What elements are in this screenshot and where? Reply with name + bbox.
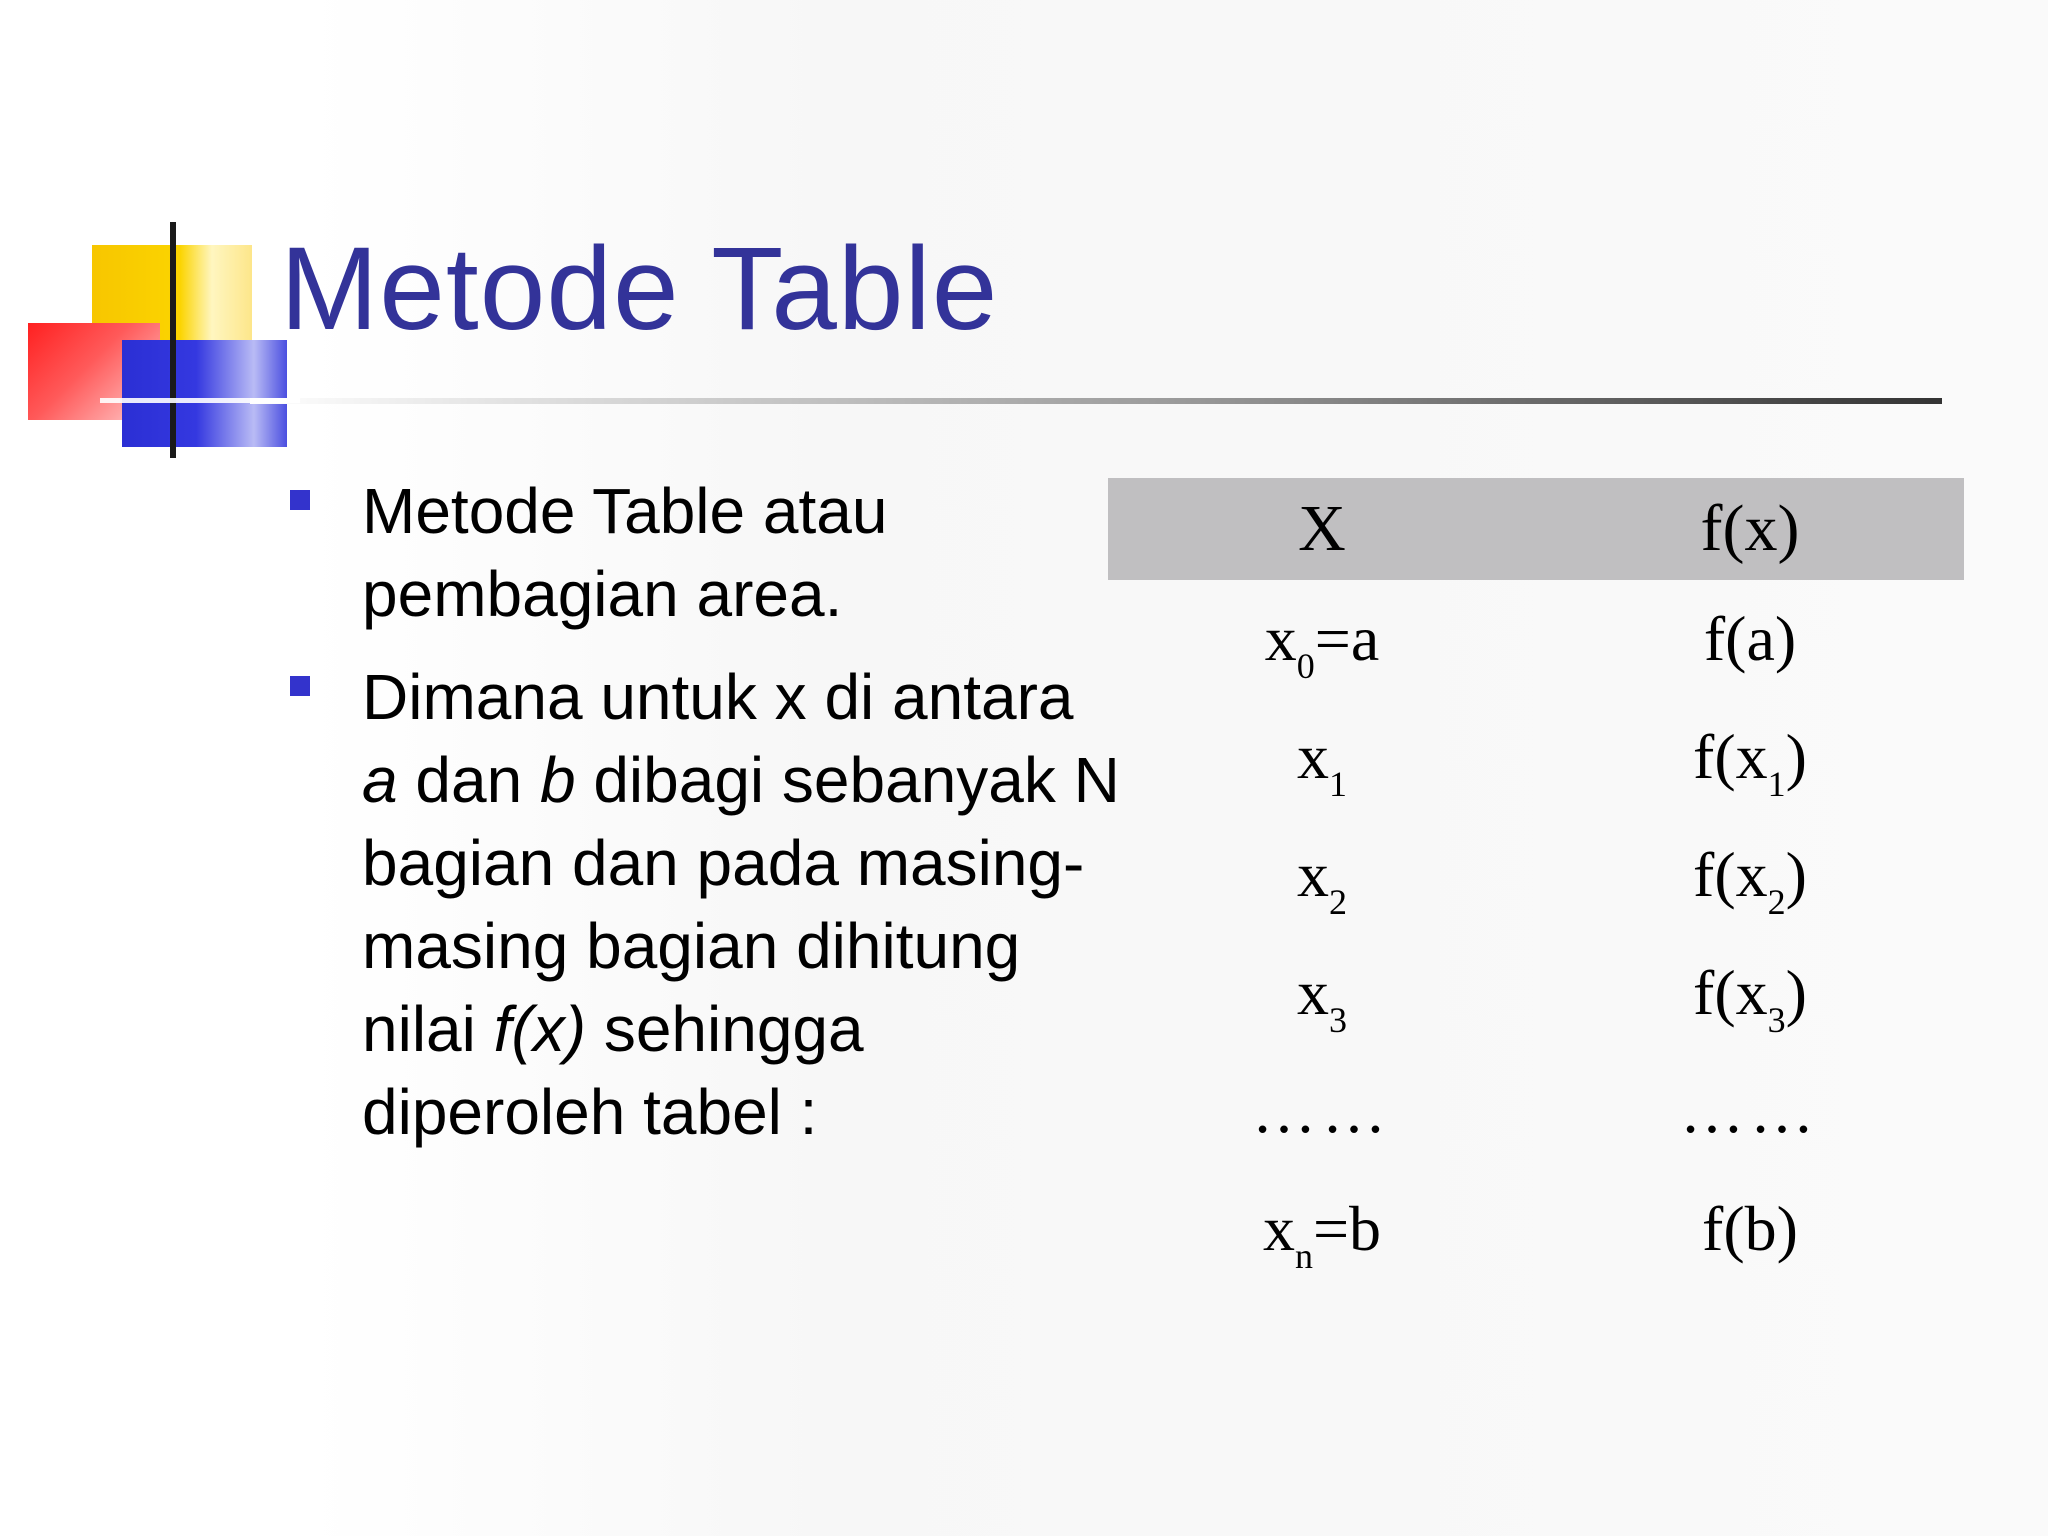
bullet-item-2	[290, 656, 1120, 1154]
table-row	[1108, 1052, 1964, 1170]
slide-title: Metode Table	[280, 223, 999, 355]
cell-text: x	[1297, 721, 1329, 792]
cell-text: f(b)	[1702, 1193, 1798, 1264]
table-body	[1108, 580, 1964, 1288]
cell-text: )	[1785, 721, 1807, 792]
cell-text: f(a)	[1703, 603, 1797, 674]
cell-fx	[1536, 1192, 1964, 1266]
cell-fx	[1536, 720, 1964, 804]
cell-fx	[1536, 838, 1964, 922]
cell-text: x	[1262, 1193, 1295, 1264]
cell-text: f(x	[1693, 839, 1768, 910]
cell-x	[1108, 720, 1536, 804]
header-fx: f(x)	[1700, 492, 1800, 565]
cell-text: x	[1264, 603, 1297, 674]
subscript: 2	[1767, 882, 1786, 922]
cell-x	[1108, 1192, 1536, 1276]
cell-text: ……	[1680, 1075, 1820, 1146]
cell-fx	[1536, 602, 1964, 676]
table-row	[1108, 934, 1964, 1052]
header-x: X	[1298, 492, 1346, 565]
table-row	[1108, 580, 1964, 698]
italic-fx: f(x)	[493, 993, 587, 1065]
cell-text: =a	[1314, 603, 1380, 674]
subscript: 1	[1329, 764, 1347, 804]
bullet-square-icon	[290, 490, 310, 510]
italic-b: b	[539, 744, 576, 816]
subscript: 0	[1296, 646, 1315, 686]
cell-text: )	[1785, 957, 1807, 1028]
subscript: 2	[1329, 882, 1347, 922]
bullet-item-1	[290, 470, 1120, 636]
cell-fx	[1536, 956, 1964, 1040]
cell-text: f(x	[1693, 721, 1768, 792]
cell-text: )	[1785, 839, 1807, 910]
table-header	[1108, 478, 1964, 580]
cell-text: ……	[1252, 1075, 1392, 1146]
value-table	[1108, 478, 1964, 1288]
bullet-text	[362, 656, 1120, 1154]
italic-a: a	[362, 744, 398, 816]
subscript: 3	[1767, 1000, 1786, 1040]
text-segment: Dimana untuk x di antara	[362, 661, 1074, 733]
cell-text: =b	[1312, 1193, 1382, 1264]
bullet-list	[290, 470, 1120, 1174]
title-underline	[250, 398, 1942, 404]
subscript: 3	[1329, 1000, 1347, 1040]
cell-text: x	[1297, 957, 1329, 1028]
text-segment: dan	[397, 744, 540, 816]
cell-x	[1108, 838, 1536, 922]
table-row	[1108, 698, 1964, 816]
cell-text: f(x	[1693, 957, 1768, 1028]
text-segment: sehingga diperoleh tabel :	[362, 993, 864, 1148]
table-row	[1108, 816, 1964, 934]
cell-x	[1108, 1074, 1536, 1148]
cell-fx	[1536, 1074, 1964, 1148]
decor-white-line	[100, 398, 300, 403]
decor-vertical-line	[170, 222, 176, 458]
bullet-text: Metode Table atau pembagian area.	[362, 475, 888, 630]
cell-text: x	[1297, 839, 1329, 910]
subscript: 1	[1767, 764, 1786, 804]
cell-x	[1108, 602, 1536, 686]
table-row	[1108, 1170, 1964, 1288]
cell-x	[1108, 956, 1536, 1040]
text-segment: dibagi sebanyak N bagian dan pada masing-masing bagian dihitung nilai	[362, 744, 1120, 1065]
subscript: n	[1294, 1236, 1313, 1276]
decor-blue-square	[122, 340, 287, 447]
bullet-square-icon	[290, 676, 310, 696]
